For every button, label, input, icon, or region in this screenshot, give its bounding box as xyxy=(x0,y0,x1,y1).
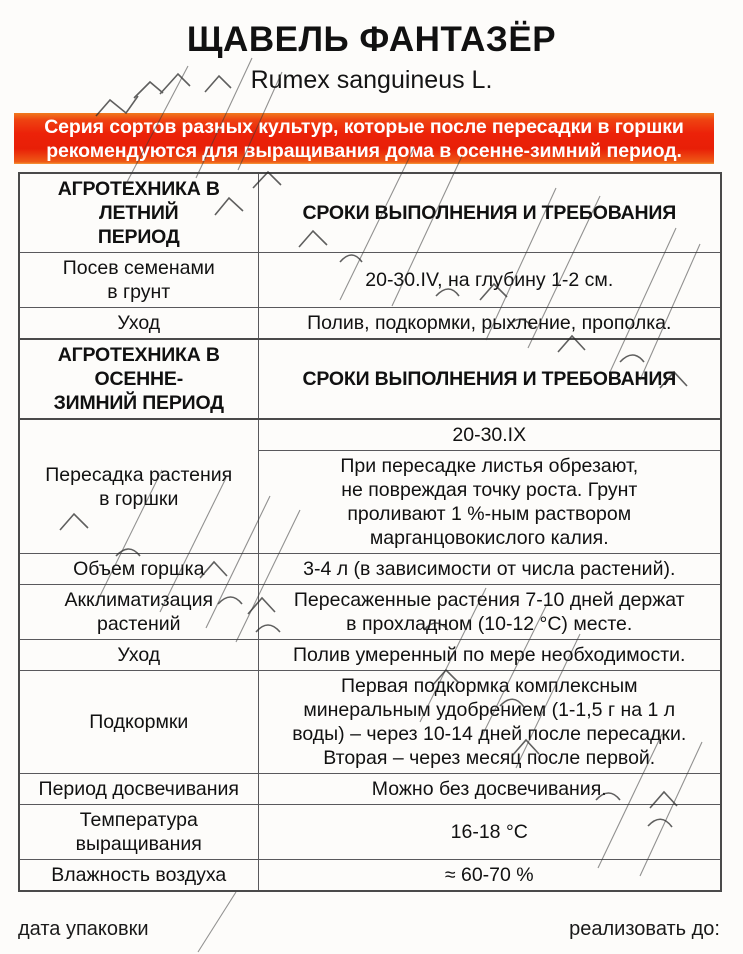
row-label-feeding: Подкормки xyxy=(19,671,258,774)
row-label-pot-volume: Объем горшка xyxy=(19,554,258,585)
table-row xyxy=(19,774,721,805)
section-header-right-summer: СРОКИ ВЫПОЛНЕНИЯ И ТРЕБОВАНИЯ xyxy=(258,173,721,253)
agrotechnics-table xyxy=(18,172,722,892)
table-row xyxy=(19,640,721,671)
sell-by-label: реализовать до: xyxy=(569,918,720,940)
series-banner xyxy=(14,113,714,164)
table-row xyxy=(19,253,721,308)
row-label-lighting: Период досвечивания xyxy=(19,774,258,805)
latin-name: Rumex sanguineus L. xyxy=(250,65,493,94)
row-label-sowing xyxy=(19,253,258,308)
agrotechnics-table-wrapper xyxy=(18,172,720,892)
table-row xyxy=(19,585,721,640)
row-value-transplant-detail-line2: не повреждая точку роста. Грунт xyxy=(341,479,638,501)
row-label-sowing-line1: Посев семенами xyxy=(62,257,215,279)
row-value-feeding-line3: воды) – через 10-14 дней после пересадки. xyxy=(292,723,687,745)
row-label-care-winter: Уход xyxy=(19,640,258,671)
row-value-acclimatization xyxy=(258,585,721,640)
row-label-acclimatization xyxy=(19,585,258,640)
section-header-left-winter-line2: ЗИМНИЙ ПЕРИОД xyxy=(53,392,224,414)
row-value-acclimatization-line2: в прохладном (10-12 °С) месте. xyxy=(346,613,633,635)
page-title: ЩАВЕЛЬ ФАНТАЗЁР xyxy=(186,20,557,59)
table-row xyxy=(19,554,721,585)
packing-date-label: дата упаковки xyxy=(18,918,149,940)
row-value-transplant-detail xyxy=(258,451,721,554)
row-value-care-summer: Полив, подкормки, рыхление, прополка. xyxy=(258,308,721,340)
row-value-transplant-detail-line1: При пересадке листья обрезают, xyxy=(340,455,639,477)
row-label-sowing-line2: в грунт xyxy=(107,281,171,303)
row-value-sowing: 20-30.IV, на глубину 1-2 см. xyxy=(258,253,721,308)
row-label-transplant xyxy=(19,419,258,554)
table-row xyxy=(19,308,721,340)
title-block xyxy=(0,0,743,94)
row-value-feeding-line2: минеральным удобрением (1-1,5 г на 1 л xyxy=(303,699,676,721)
section-header-left-winter-line1: АГРОТЕХНИКА В ОСЕННЕ- xyxy=(57,344,220,390)
row-label-temperature-line1: Температура xyxy=(79,809,198,831)
row-label-transplant-line1: Пересадка растения xyxy=(45,463,233,486)
row-value-lighting: Можно без досвечивания. xyxy=(258,774,721,805)
section-header-left-summer xyxy=(19,173,258,253)
row-label-temperature-line2: выращивания xyxy=(75,833,202,855)
section-header-left-summer-line2: ПЕРИОД xyxy=(97,226,180,248)
row-value-transplant-date: 20-30.IX xyxy=(258,419,721,451)
table-row xyxy=(19,860,721,892)
row-value-acclimatization-line1: Пересаженные растения 7-10 дней держат xyxy=(293,589,685,611)
series-banner-line-1: Серия сортов разных культур, которые после пересадки в горшки xyxy=(44,115,684,138)
table-section-header-winter xyxy=(19,339,721,419)
row-label-care-summer: Уход xyxy=(19,308,258,340)
row-value-temperature: 16-18 °С xyxy=(258,805,721,860)
table-row xyxy=(19,671,721,774)
table-section-header-summer xyxy=(19,173,721,253)
table-row xyxy=(19,419,721,451)
series-banner-line-2: рекомендуются для выращивания дома в осенне-зимний период. xyxy=(46,139,682,162)
row-value-feeding-line1: Первая подкормка комплексным xyxy=(340,675,638,697)
section-header-left-summer-line1: АГРОТЕХНИКА В ЛЕТНИЙ xyxy=(57,178,220,224)
row-value-care-winter: Полив умеренный по мере необходимости. xyxy=(258,640,721,671)
row-label-temperature xyxy=(19,805,258,860)
row-value-humidity: ≈ 60-70 % xyxy=(258,860,721,892)
row-value-transplant-detail-line4: марганцовокислого калия. xyxy=(369,527,609,549)
section-header-left-winter xyxy=(19,339,258,419)
row-value-transplant-detail-line3: проливают 1 %-ным раствором xyxy=(347,503,632,525)
row-label-transplant-line2: в горшки xyxy=(99,487,179,510)
row-label-acclimatization-line2: растений xyxy=(96,613,181,635)
table-row xyxy=(19,805,721,860)
row-label-acclimatization-line1: Акклиматизация xyxy=(64,589,214,611)
footer xyxy=(18,918,720,941)
section-header-right-winter: СРОКИ ВЫПОЛНЕНИЯ И ТРЕБОВАНИЯ xyxy=(258,339,721,419)
row-label-humidity: Влажность воздуха xyxy=(19,860,258,892)
row-value-pot-volume: 3-4 л (в зависимости от числа растений). xyxy=(258,554,721,585)
row-value-feeding-line4: Вторая – через месяц после первой. xyxy=(323,747,656,769)
row-value-feeding xyxy=(258,671,721,774)
